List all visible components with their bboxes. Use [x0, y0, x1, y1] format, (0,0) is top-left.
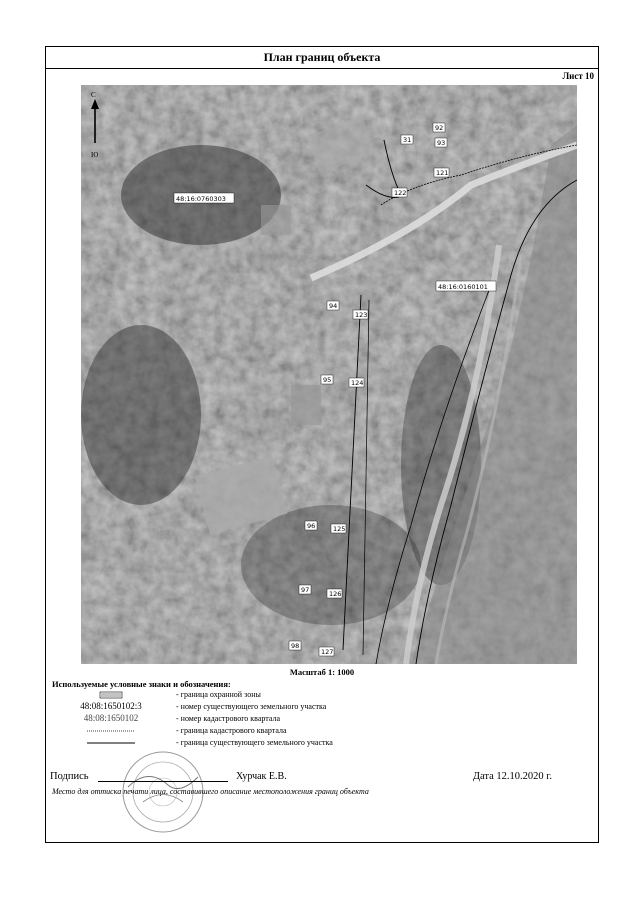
- svg-text:123: 123: [355, 311, 368, 319]
- stamp-place-note: Место для оттиска печати лица, составившего описание местоположения границ объекта: [52, 787, 369, 796]
- legend-item: [52, 701, 452, 713]
- legend-item: [52, 713, 452, 725]
- svg-text:94: 94: [329, 302, 338, 310]
- svg-text:98: 98: [291, 642, 300, 650]
- point-label: [353, 310, 368, 319]
- aerial-map: [81, 85, 577, 664]
- legend: [52, 689, 452, 749]
- svg-text:126: 126: [329, 590, 342, 598]
- point-label: [434, 168, 449, 177]
- svg-text:96: 96: [307, 522, 316, 530]
- svg-text:122: 122: [394, 189, 407, 197]
- point-label: [299, 585, 311, 594]
- svg-text:48:16:0760303: 48:16:0760303: [176, 195, 226, 203]
- legend-text: - граница охранной зоны: [176, 690, 261, 699]
- point-label: [321, 375, 333, 384]
- point-label: [327, 589, 342, 598]
- svg-text:92: 92: [435, 124, 444, 132]
- svg-text:31: 31: [403, 136, 412, 144]
- svg-text:124: 124: [351, 379, 364, 387]
- map-scale: Масштаб 1: 1000: [289, 667, 355, 677]
- page-title: План границ объекта: [46, 47, 598, 69]
- signature-date: Дата 12.10.2020 г.: [472, 771, 552, 782]
- map-image: [81, 85, 577, 664]
- quarter-number-symbol: 48:08:1650102: [83, 713, 139, 723]
- legend-text: - номер существующего земельного участка: [176, 702, 327, 711]
- quarter-label-right: [436, 281, 496, 291]
- svg-text:125: 125: [333, 525, 346, 533]
- point-label: [289, 641, 301, 650]
- protection-zone-symbol: [52, 689, 170, 701]
- signature-row: [50, 771, 590, 785]
- quarter-boundary-symbol: [52, 725, 170, 737]
- north-arrow-icon: [89, 91, 105, 171]
- signature-label: Подпись: [50, 771, 89, 782]
- point-label: [433, 123, 445, 132]
- north-label: С: [91, 91, 96, 99]
- legend-item: [52, 737, 452, 749]
- signer-name: Хурчак Е.В.: [236, 771, 287, 782]
- point-label: [331, 524, 346, 533]
- point-label: [401, 135, 413, 144]
- point-label: [327, 301, 339, 310]
- point-label: [305, 521, 317, 530]
- legend-item: [52, 725, 452, 737]
- svg-text:121: 121: [436, 169, 449, 177]
- point-label: [319, 647, 334, 656]
- point-label: [392, 188, 407, 197]
- point-label: [435, 138, 447, 147]
- legend-heading: Используемые условные знаки и обозначения:: [52, 679, 231, 689]
- quarter-label-left: [174, 193, 234, 203]
- legend-text: - граница существующего земельного участка: [176, 738, 333, 747]
- legend-text: - граница кадастрового квартала: [176, 726, 287, 735]
- point-label: [349, 378, 364, 387]
- svg-text:48:16:0160101: 48:16:0160101: [438, 283, 488, 291]
- south-label: Ю: [91, 151, 99, 159]
- svg-text:97: 97: [301, 586, 310, 594]
- legend-item: [52, 689, 452, 701]
- svg-text:95: 95: [323, 376, 332, 384]
- parcel-number-symbol: 48:08:1650102:3: [80, 701, 142, 711]
- svg-text:93: 93: [437, 139, 446, 147]
- signature-line: [98, 781, 228, 782]
- svg-text:127: 127: [321, 648, 334, 656]
- sheet-number: Лист 10: [562, 71, 594, 81]
- document-frame: [45, 46, 599, 843]
- legend-text: - номер кадастрового квартала: [176, 714, 281, 723]
